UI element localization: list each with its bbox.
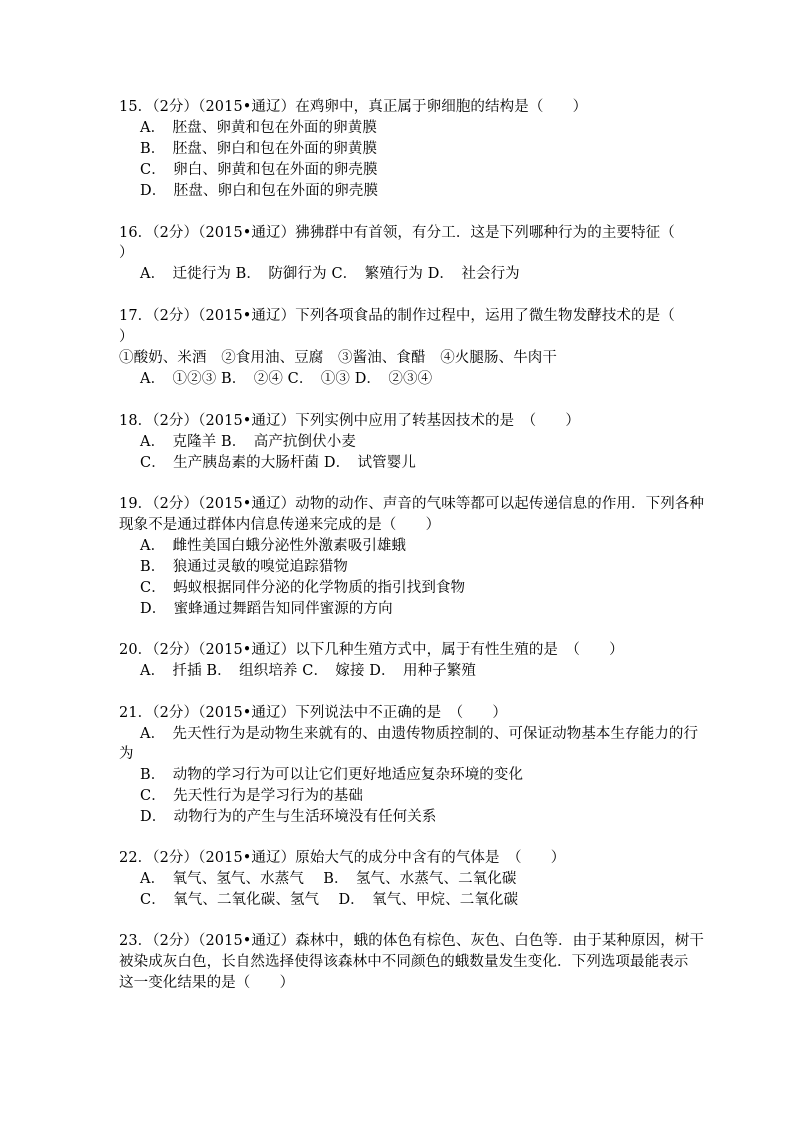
question-21-option-a: A． 先天性行为是动物生来就有的、由遗传物质控制的、可保证动物基本生存能力的行	[140, 726, 699, 742]
question-21-option-b: B． 动物的学习行为可以让它们更好地适应复杂环境的变化	[140, 767, 524, 783]
question-22-options-line-2: C． 氧气、二氧化碳、氢气 D． 氧气、甲烷、二氧化碳	[140, 892, 519, 908]
question-15-option-a: A． 胚盘、卵黄和包在外面的卵黄膜	[140, 120, 377, 136]
question-23-stem-line-3: 这一变化结果的是（ ）	[119, 975, 295, 991]
question-15-option-c: C． 卵白、卵黄和包在外面的卵壳膜	[140, 162, 378, 178]
question-17-items: ①酸奶、米酒 ②食用油、豆腐 ③酱油、食醋 ④火腿肠、牛肉干	[119, 350, 557, 366]
question-19-stem-line-1: 19．（2分）（2015•通辽）动物的动作、声音的气味等都可以起传递信息的作用．下列各种	[119, 496, 705, 512]
question-22-options-line-1: A． 氧气、氢气、水蒸气 B． 氢气、水蒸气、二氧化碳	[140, 871, 517, 887]
question-22-stem: 22．（2分）（2015•通辽）原始大气的成分中含有的气体是 （ ）	[119, 850, 566, 866]
question-23-stem-line-1: 23．（2分）（2015•通辽）森林中，蛾的体色有棕色、灰色、白色等．由于某种原因，树干	[119, 933, 705, 949]
question-15-option-d: D． 胚盘、卵白和包在外面的卵壳膜	[140, 183, 379, 199]
question-17-stem-line-1: 17．（2分）（2015•通辽）下列各项食品的制作过程中，运用了微生物发酵技术的是（	[119, 308, 675, 324]
question-19-option-d: D． 蜜蜂通过舞蹈告知同伴蜜源的方向	[140, 601, 393, 617]
question-18-options-line-1: A． 克隆羊 B． 高产抗倒伏小麦	[140, 434, 356, 450]
question-23-stem-line-2: 被染成灰白色，长自然选择使得该森林中不同颜色的蛾数量发生变化．下列选项最能表示	[119, 954, 689, 970]
question-21-option-c: C． 先天性行为是学习行为的基础	[140, 788, 363, 804]
question-21-option-a-continued: 为	[119, 746, 134, 762]
question-15-option-b: B． 胚盘、卵白和包在外面的卵黄膜	[140, 141, 378, 157]
question-16-options: A． 迁徙行为 B． 防御行为 C． 繁殖行为 D． 社会行为	[140, 266, 520, 282]
question-17-stem-line-2: ）	[119, 329, 134, 345]
question-19-option-b: B． 狼通过灵敏的嗅觉追踪猎物	[140, 559, 348, 575]
question-16-stem-line-1: 16．（2分）（2015•通辽）狒狒群中有首领，有分工．这是下列哪种行为的主要特征（	[119, 225, 675, 241]
question-20-stem: 20．（2分）（2015•通辽）以下几种生殖方式中，属于有性生殖的是 （ ）	[119, 642, 624, 658]
question-17-options: A． ①②③ B． ②④ C． ①③ D． ②③④	[140, 371, 433, 387]
question-15-stem: 15．（2分）（2015•通辽）在鸡卵中，真正属于卵细胞的结构是（ ）	[119, 99, 588, 115]
question-19-option-a: A． 雌性美国白蛾分泌性外激素吸引雄蛾	[140, 538, 407, 554]
question-18-options-line-2: C． 生产胰岛素的大肠杆菌 D． 试管婴儿	[140, 455, 416, 471]
question-19-option-c: C． 蚂蚁根据同伴分泌的化学物质的指引找到食物	[140, 580, 466, 596]
question-20-options: A． 扦插 B． 组织培养 C． 嫁接 D． 用种子繁殖	[140, 663, 476, 679]
question-19-stem-line-2: 现象不是通过群体内信息传递来完成的是（ ）	[119, 517, 441, 533]
question-21-option-d: D． 动物行为的产生与生活环境没有任何关系	[140, 809, 437, 825]
question-16-stem-line-2: ）	[119, 245, 134, 261]
question-21-stem: 21．（2分）（2015•通辽）下列说法中不正确的是 （ ）	[119, 705, 507, 721]
question-18-stem: 18．（2分）（2015•通辽）下列实例中应用了转基因技术的是 （ ）	[119, 413, 580, 429]
